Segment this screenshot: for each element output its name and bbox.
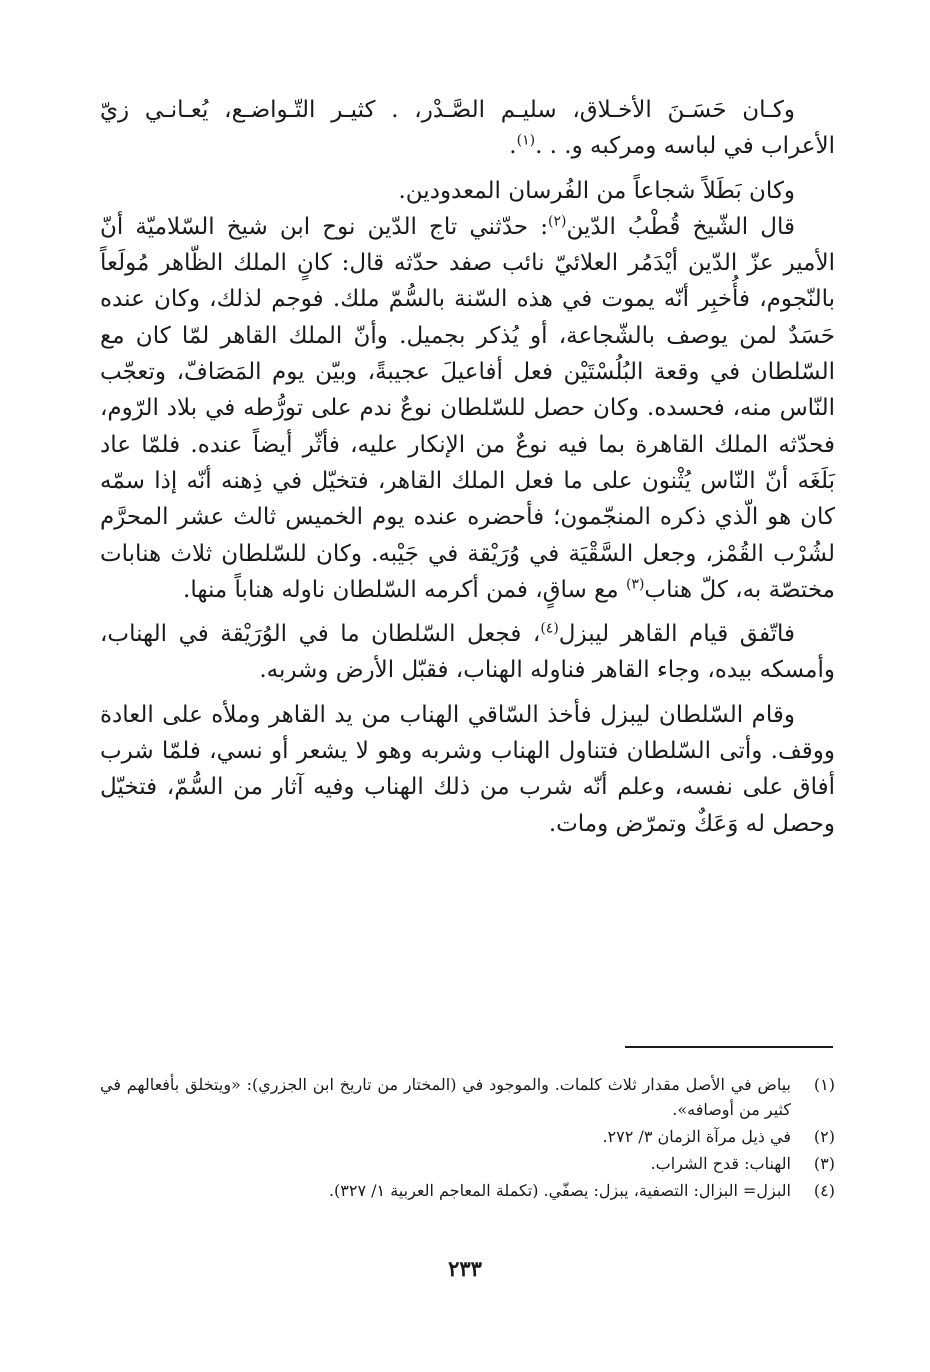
footnotes — [100, 1072, 835, 1205]
paragraph-description: وكـان حَسَـنَ الأخـلاق، سليـم الصَّـدْر، . كثيـر التّـواضـع، يُعـانـي زيّ الأعراب في لباسه ومركبه و. . .$^{(١)}$. — [100, 97, 835, 160]
footnote-text: الهناب: قدح الشراب. — [650, 1154, 791, 1173]
footnote-ref-2: (٢) — [547, 213, 567, 230]
footnote-text: في ذيل مرآة الزمان ٣/ ٢٧٢. — [602, 1127, 791, 1146]
paragraph-hero: وكان بَطَلاً شجاعاً من الفُرسان المعدودين. — [398, 177, 795, 204]
page-number: ٢٣٣ — [448, 1256, 482, 1281]
paragraph-death: وقام السّلطان ليبزل فأخذ السّاقي الهناب من يد القاهر وملأه على العادة ووقف. وأتى السّلطان فتناول الهناب وشربه وهو لا يشعر أو نسي، فلمّا شرب أفاق على نفسه، وعلم أنّه شرب من ذلك الهناب وفيه آثار من السُّمّ، فتخيّل وحصل له وَعَكٌ وتمرّض ومات. — [100, 701, 835, 837]
footnote-number: (٤) — [813, 1181, 835, 1200]
paragraph-story: قال الشّيخ قُطْبُ الدّين$^{(٢)}$: حدّثني تاج الدّين نوح ابن شيخ السّلاميّة أنّ الأمير عزّ الدّين أيْدَمُر العلائيّ نائب صفد حدّثه قال: كانٍ الملك الظّاهر مُولَعاً بالنّجوم، فأُخبِر أنّه يموت في هذه السّنة بالسُّمّ ملك. فوجم لذلك، وكان عنده حَسَدٌ لمن يوصف بالشّجاعة، أو يُذكر بجميل. وأنّ الملك القاهر لمّا كان مع السّلطان في وقعة البُلُسْتَيْن فعل أفاعيلَ عجيبةً، وبيّن يوم المَصَافّ، وتعجّب النّاس منه، فحسده. وكان حصل للسّلطان نوعٌ ندم على تورُّطه في بلاد الرّوم، فحدّثه الملك القاهرة بما فيه نوعٌ من الإنكار عليه، فأثّر أيضاً عنده. فلمّا عاد بَلَغَه أنّ النّاس يُثْنون على ما فعل الملك القاهر، فتخيّل في ذِهنه أنّه إذا سمّه كان هو الّذي ذكره المنجّمون؛ فأحضره عنده يوم الخميس ثالث عشر المحرَّم لشُرْب القُمْز، وجعل السَّقْيَة في وُرَيْقة في جَيْبه. وكان للسّلطان ثلاث هنابات مختصّة به، كلّ هناب$^{(٣)}$ مع ساقٍ، فمن أكرمه السّلطان ناوله هناباً منها. — [100, 213, 836, 603]
footnote-2 — [100, 1124, 835, 1149]
footnote-3 — [100, 1151, 835, 1176]
footnote-1 — [100, 1072, 835, 1122]
footnote-number: (١) — [813, 1075, 835, 1094]
footnote-divider — [625, 1046, 833, 1048]
main-text — [100, 92, 835, 842]
footnote-4 — [100, 1178, 835, 1203]
footnote-ref-4: (٤) — [540, 620, 559, 637]
footnote-ref-1: (١) — [516, 132, 536, 149]
footnote-number: (٣) — [813, 1154, 835, 1173]
paragraph-poisoning: فاتّفق قيام القاهر ليبزل$^{(٤)}$، فجعل السّلطان ما في الوُرَيْقة في الهناب، وأمسكه بيده، وجاء القاهر فناوله الهناب، فقبّل الأرض وشربه. — [100, 620, 835, 684]
footnote-text: البزل= البزال: التصفية، يبزل: يصفّي. (تكملة المعاجم العربية ١/ ٣٢٧). — [328, 1181, 791, 1200]
footnote-ref-3: (٣) — [625, 576, 645, 593]
footnote-number: (٢) — [813, 1127, 835, 1146]
footnote-text: بياض في الأصل مقدار ثلاث كلمات. والموجود في (المختار من تاريخ ابن الجزري): «ويتخلق بأفعالهم في كثير من أوصافه». — [100, 1075, 791, 1119]
